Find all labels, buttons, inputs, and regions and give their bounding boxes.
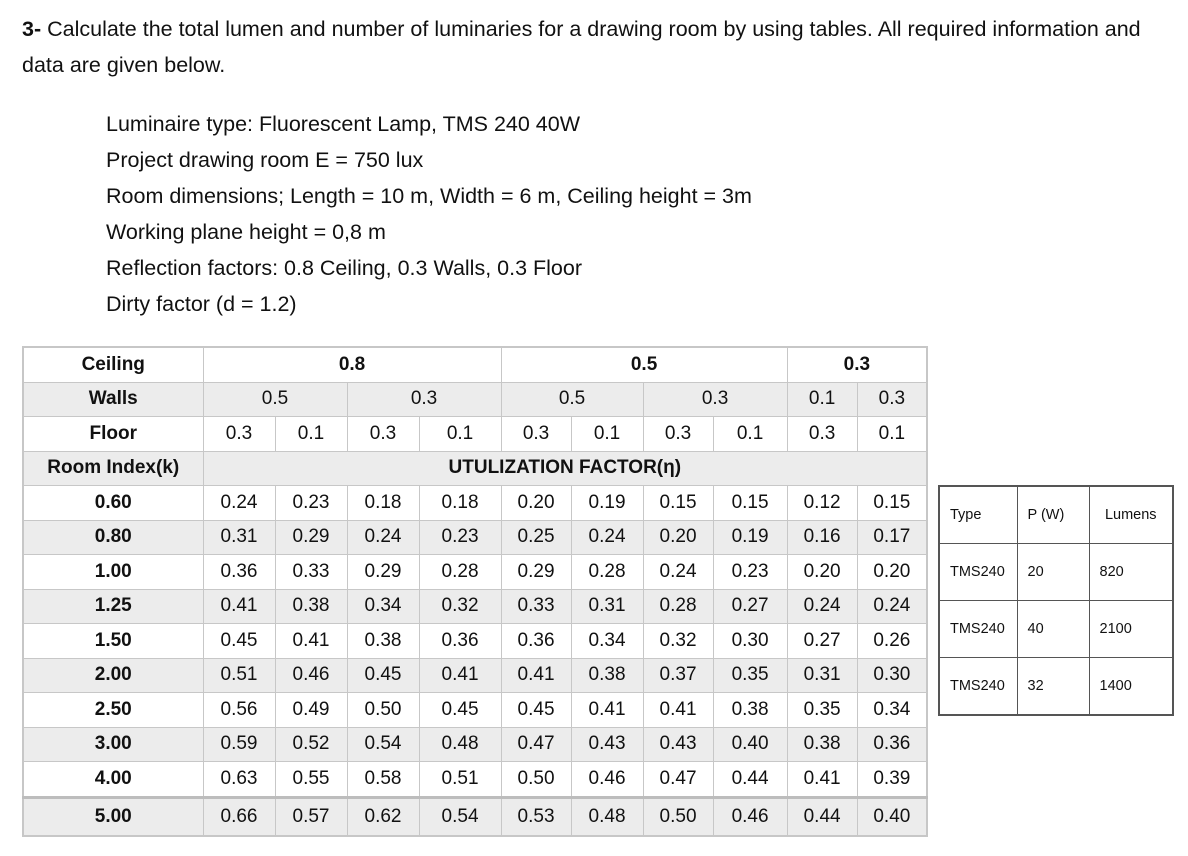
utilization-factor-cell: 0.41 — [203, 589, 275, 624]
utilization-factor-cell: 0.33 — [275, 555, 347, 590]
room-index-value: 1.50 — [23, 624, 203, 659]
utilization-factor-cell: 0.45 — [419, 693, 501, 728]
utilization-factor-cell: 0.45 — [203, 624, 275, 659]
lamp-table-header-row — [939, 486, 1173, 544]
room-index-value: 1.25 — [23, 589, 203, 624]
utilization-factor-cell: 0.38 — [571, 658, 643, 693]
given-data-list — [106, 106, 752, 322]
floor-value: 0.3 — [643, 417, 713, 452]
utilization-factor-cell: 0.36 — [857, 727, 927, 762]
uf-data-row — [23, 520, 927, 555]
utilization-factor-cell: 0.19 — [713, 520, 787, 555]
utilization-factor-cell: 0.34 — [347, 589, 419, 624]
utilization-factor-cell: 0.12 — [787, 486, 857, 521]
floor-value: 0.1 — [857, 417, 927, 452]
utilization-factor-cell: 0.32 — [643, 624, 713, 659]
uf-data-row — [23, 693, 927, 728]
uf-data-row — [23, 797, 927, 836]
utilization-factor-cell: 0.59 — [203, 727, 275, 762]
room-index-value: 4.00 — [23, 762, 203, 798]
utilization-factor-cell: 0.41 — [501, 658, 571, 693]
utilization-factor-cell: 0.24 — [571, 520, 643, 555]
utilization-factor-cell: 0.50 — [347, 693, 419, 728]
utilization-factor-cell: 0.46 — [713, 797, 787, 836]
utilization-factor-cell: 0.29 — [275, 520, 347, 555]
utilization-factor-cell: 0.38 — [347, 624, 419, 659]
question-body: Calculate the total lumen and number of luminaries for a drawing room by using tables. All required information and data are given below. — [22, 17, 1141, 77]
utilization-factor-cell: 0.15 — [713, 486, 787, 521]
floor-value: 0.1 — [713, 417, 787, 452]
utilization-factor-cell: 0.23 — [713, 555, 787, 590]
utilization-factor-cell: 0.39 — [857, 762, 927, 798]
floor-value: 0.3 — [347, 417, 419, 452]
utilization-factor-cell: 0.15 — [857, 486, 927, 521]
utilization-factor-cell: 0.24 — [857, 589, 927, 624]
lamp-power: 32 — [1017, 658, 1089, 716]
floor-value: 0.1 — [275, 417, 347, 452]
utilization-factor-cell: 0.43 — [643, 727, 713, 762]
utilization-factor-title: UTULIZATION FACTOR(η) — [203, 451, 927, 486]
floor-value: 0.3 — [787, 417, 857, 452]
utilization-factor-cell: 0.57 — [275, 797, 347, 836]
utilization-factor-cell: 0.45 — [347, 658, 419, 693]
utilization-factor-cell: 0.27 — [787, 624, 857, 659]
floor-value: 0.1 — [571, 417, 643, 452]
utilization-factor-cell: 0.16 — [787, 520, 857, 555]
utilization-factor-cell: 0.50 — [501, 762, 571, 798]
utilization-factor-cell: 0.38 — [713, 693, 787, 728]
utilization-factor-rows — [23, 486, 927, 836]
lamp-lumens-header: Lumens — [1089, 486, 1173, 544]
utilization-factor-cell: 0.17 — [857, 520, 927, 555]
utilization-factor-cell: 0.43 — [571, 727, 643, 762]
utilization-factor-cell: 0.29 — [347, 555, 419, 590]
utilization-factor-cell: 0.51 — [203, 658, 275, 693]
utilization-factor-cell: 0.46 — [571, 762, 643, 798]
utilization-factor-cell: 0.45 — [501, 693, 571, 728]
utilization-factor-cell: 0.40 — [713, 727, 787, 762]
floor-value: 0.3 — [501, 417, 571, 452]
utilization-factor-cell: 0.55 — [275, 762, 347, 798]
room-index-value: 0.80 — [23, 520, 203, 555]
walls-value: 0.5 — [203, 382, 347, 417]
utilization-factor-cell: 0.47 — [643, 762, 713, 798]
utilization-factor-cell: 0.41 — [571, 693, 643, 728]
uf-data-row — [23, 658, 927, 693]
utilization-factor-cell: 0.58 — [347, 762, 419, 798]
utilization-factor-cell: 0.41 — [275, 624, 347, 659]
utilization-factor-cell: 0.20 — [643, 520, 713, 555]
utilization-factor-cell: 0.20 — [857, 555, 927, 590]
lamp-type-header: Type — [939, 486, 1017, 544]
utilization-factor-cell: 0.46 — [275, 658, 347, 693]
utilization-factor-cell: 0.44 — [787, 797, 857, 836]
lamp-type: TMS240 — [939, 544, 1017, 601]
lamp-power: 40 — [1017, 601, 1089, 658]
info-illuminance: Project drawing room E = 750 lux — [106, 148, 424, 172]
utilization-factor-cell: 0.20 — [787, 555, 857, 590]
utilization-factor-cell: 0.24 — [787, 589, 857, 624]
utilization-factor-cell: 0.53 — [501, 797, 571, 836]
utilization-factor-cell: 0.48 — [419, 727, 501, 762]
lamp-lumens: 820 — [1089, 544, 1173, 601]
utilization-factor-cell: 0.23 — [419, 520, 501, 555]
uf-data-row — [23, 727, 927, 762]
utilization-factor-cell: 0.40 — [857, 797, 927, 836]
question-number: 3- — [22, 17, 42, 41]
room-index-value: 5.00 — [23, 797, 203, 836]
utilization-factor-table — [22, 346, 928, 837]
utilization-factor-cell: 0.25 — [501, 520, 571, 555]
uf-data-row — [23, 762, 927, 798]
lamp-power-header: P (W) — [1017, 486, 1089, 544]
utilization-factor-cell: 0.54 — [347, 727, 419, 762]
utilization-factor-cell: 0.28 — [643, 589, 713, 624]
utilization-factor-cell: 0.18 — [347, 486, 419, 521]
utilization-factor-cell: 0.24 — [203, 486, 275, 521]
uf-data-row — [23, 555, 927, 590]
uf-data-row — [23, 486, 927, 521]
utilization-factor-cell: 0.36 — [419, 624, 501, 659]
lamp-table-row — [939, 601, 1173, 658]
lamp-type: TMS240 — [939, 601, 1017, 658]
utilization-factor-cell: 0.38 — [787, 727, 857, 762]
utilization-factor-cell: 0.54 — [419, 797, 501, 836]
utilization-factor-cell: 0.41 — [643, 693, 713, 728]
info-dirty-factor: Dirty factor (d = 1.2) — [106, 292, 297, 316]
info-room-dimensions: Room dimensions; Length = 10 m, Width = 6 m, Ceiling height = 3m — [106, 184, 752, 208]
utilization-factor-cell: 0.15 — [643, 486, 713, 521]
utilization-factor-cell: 0.34 — [857, 693, 927, 728]
room-index-value: 2.00 — [23, 658, 203, 693]
utilization-factor-cell: 0.29 — [501, 555, 571, 590]
utilization-factor-cell: 0.38 — [275, 589, 347, 624]
utilization-factor-cell: 0.56 — [203, 693, 275, 728]
info-reflection-factors: Reflection factors: 0.8 Ceiling, 0.3 Walls, 0.3 Floor — [106, 256, 582, 280]
utilization-factor-cell: 0.31 — [203, 520, 275, 555]
room-index-value: 2.50 — [23, 693, 203, 728]
utilization-factor-cell: 0.32 — [419, 589, 501, 624]
uf-data-row — [23, 589, 927, 624]
ceiling-value: 0.3 — [787, 347, 927, 382]
utilization-factor-cell: 0.23 — [275, 486, 347, 521]
utilization-factor-cell: 0.34 — [571, 624, 643, 659]
floor-label: Floor — [23, 417, 203, 452]
utilization-factor-cell: 0.30 — [713, 624, 787, 659]
room-index-header-row — [23, 451, 927, 486]
ceiling-value: 0.8 — [203, 347, 501, 382]
room-index-value: 1.00 — [23, 555, 203, 590]
utilization-factor-cell: 0.18 — [419, 486, 501, 521]
utilization-factor-cell: 0.31 — [787, 658, 857, 693]
utilization-factor-cell: 0.44 — [713, 762, 787, 798]
lamp-table-row — [939, 544, 1173, 601]
utilization-factor-cell: 0.28 — [419, 555, 501, 590]
utilization-factor-cell: 0.36 — [501, 624, 571, 659]
utilization-factor-cell: 0.35 — [787, 693, 857, 728]
utilization-factor-cell: 0.51 — [419, 762, 501, 798]
ceiling-label: Ceiling — [23, 347, 203, 382]
utilization-factor-cell: 0.27 — [713, 589, 787, 624]
utilization-factor-cell: 0.33 — [501, 589, 571, 624]
utilization-factor-cell: 0.52 — [275, 727, 347, 762]
room-index-value: 0.60 — [23, 486, 203, 521]
utilization-factor-cell: 0.31 — [571, 589, 643, 624]
utilization-factor-cell: 0.35 — [713, 658, 787, 693]
walls-value: 0.3 — [643, 382, 787, 417]
floor-value: 0.3 — [203, 417, 275, 452]
utilization-factor-cell: 0.19 — [571, 486, 643, 521]
utilization-factor-cell: 0.41 — [787, 762, 857, 798]
ceiling-row — [23, 347, 927, 382]
lamp-lumens: 1400 — [1089, 658, 1173, 716]
utilization-factor-cell: 0.36 — [203, 555, 275, 590]
utilization-factor-cell: 0.41 — [419, 658, 501, 693]
room-index-value: 3.00 — [23, 727, 203, 762]
uf-data-row — [23, 624, 927, 659]
utilization-factor-cell: 0.30 — [857, 658, 927, 693]
utilization-factor-cell: 0.26 — [857, 624, 927, 659]
question-text — [22, 11, 1142, 83]
utilization-factor-cell: 0.20 — [501, 486, 571, 521]
walls-row — [23, 382, 927, 417]
walls-label: Walls — [23, 382, 203, 417]
utilization-factor-cell: 0.28 — [571, 555, 643, 590]
utilization-factor-cell: 0.66 — [203, 797, 275, 836]
room-index-label: Room Index(k) — [23, 451, 203, 486]
utilization-factor-cell: 0.24 — [347, 520, 419, 555]
lamp-specs-table — [938, 485, 1174, 716]
ceiling-value: 0.5 — [501, 347, 787, 382]
floor-row — [23, 417, 927, 452]
utilization-factor-cell: 0.50 — [643, 797, 713, 836]
info-working-plane: Working plane height = 0,8 m — [106, 220, 386, 244]
utilization-factor-cell: 0.48 — [571, 797, 643, 836]
lamp-lumens: 2100 — [1089, 601, 1173, 658]
lamp-type: TMS240 — [939, 658, 1017, 716]
walls-value: 0.3 — [857, 382, 927, 417]
info-luminaire-type: Luminaire type: Fluorescent Lamp, TMS 240 40W — [106, 112, 581, 136]
walls-value: 0.1 — [787, 382, 857, 417]
utilization-factor-cell: 0.37 — [643, 658, 713, 693]
walls-value: 0.3 — [347, 382, 501, 417]
utilization-factor-cell: 0.47 — [501, 727, 571, 762]
utilization-factor-cell: 0.63 — [203, 762, 275, 798]
lamp-table-row — [939, 658, 1173, 716]
utilization-factor-cell: 0.24 — [643, 555, 713, 590]
floor-value: 0.1 — [419, 417, 501, 452]
utilization-factor-cell: 0.49 — [275, 693, 347, 728]
lamp-power: 20 — [1017, 544, 1089, 601]
walls-value: 0.5 — [501, 382, 643, 417]
utilization-factor-cell: 0.62 — [347, 797, 419, 836]
